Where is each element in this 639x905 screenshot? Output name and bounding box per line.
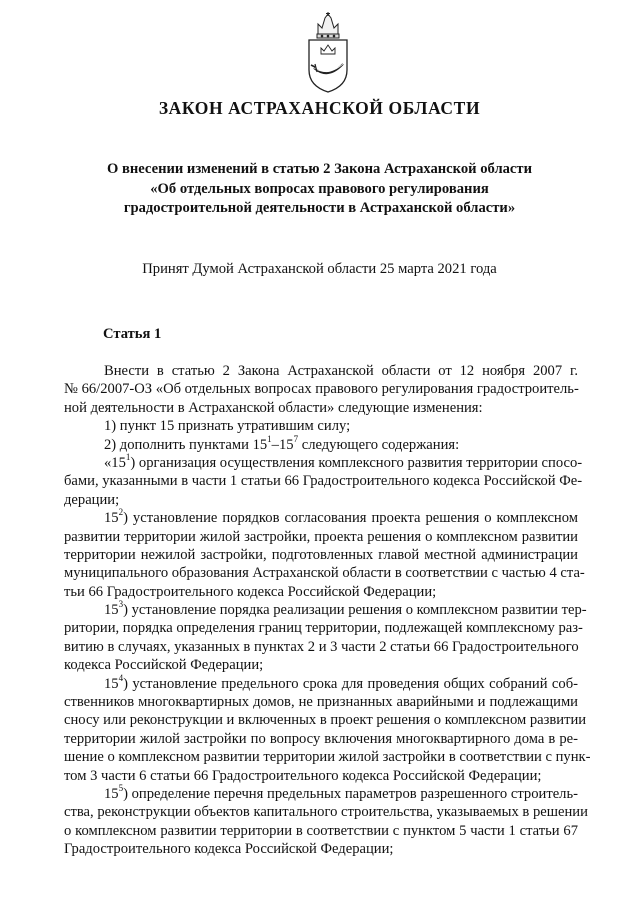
subject-line: градостроительной деятельности в Астраханской области» <box>123 200 516 216</box>
text-line: $15^4$) установление предельного срока для проведения общих собраний соб- <box>104 672 578 692</box>
text-line: территории нежилой застройки, подготовленных главой местной администрации <box>64 546 578 563</box>
article-heading: Статья 1 <box>103 326 162 342</box>
text-line: том 3 части 6 статьи 66 Градостроительного кодекса Российской Федерации; <box>64 767 542 784</box>
text-line: шение о комплексном развитии территории жилой застройки в соответствии с пунк- <box>64 749 591 766</box>
article-body <box>64 362 591 859</box>
text-line: кодекса Российской Федерации; <box>64 657 264 674</box>
text-line: о комплексном развитии территории в соответствии с пунктом 5 части 1 статьи 67 <box>64 822 578 839</box>
subject-line: «Об отдельных вопросах правового регулирования <box>150 180 489 197</box>
text-line: 2) дополнить пунктами $15^1-15^7$ следующего содержания: <box>104 433 460 453</box>
text-line: сносу или реконструкции и включенных в проект решения о комплексном развитии <box>64 712 587 729</box>
text-line: $15^2$) установление порядков согласования проекта решения о комплексном <box>104 507 578 527</box>
subject-line: О внесении изменений в статью 2 Закона Астраханской области <box>106 161 532 177</box>
text-line: ритории, порядка определения границ территории, подлежащей комплексному раз- <box>64 620 583 637</box>
text-line: Внести в статью 2 Закона Астраханской области от 12 ноября 2007 г. <box>104 363 578 379</box>
text-line: 1) пункт 15 признать утратившим силу; <box>104 418 351 435</box>
law-title: ЗАКОН АСТРАХАНСКОЙ ОБЛАСТИ <box>158 98 481 118</box>
text-line: тьи 66 Градостроительного кодекса Российской Федерации; <box>64 583 437 600</box>
text-line: дерации; <box>64 491 120 508</box>
adoption-date: Принят Думой Астраханской области 25 марта 2021 года <box>142 261 497 277</box>
law-subject <box>60 160 579 219</box>
text-line: витию в случаях, указанных в пунктах 2 и 3 части 2 статьи 66 Градостроительного <box>64 638 579 655</box>
text-line: ной деятельности в Астраханской области» следующие изменения: <box>64 399 483 416</box>
text-line: бами, указанными в части 1 статьи 66 Градостроительного кодекса Российской Фе- <box>64 473 583 490</box>
text-line: «$15^1$) организация осуществления комплексного развития территории спосо- <box>104 452 583 471</box>
text-line: Градостроительного кодекса Российской Федерации; <box>64 841 394 858</box>
text-line: муниципального образования Астраханской области в соответствии с частью 4 ста- <box>64 565 585 582</box>
astrakhan-coat-of-arms-icon <box>303 12 353 94</box>
text-line: $15^5$) определение перечня предельных параметров разрешенного строитель- <box>104 783 578 802</box>
text-line: $15^3$) установление порядка реализации решения о комплексном развитии тер- <box>104 599 587 619</box>
text-line: ства, реконструкции объектов капитального строительства, указываемых в решении <box>64 804 588 821</box>
text-line: № 66/2007-ОЗ «Об отдельных вопросах правового регулирования градостроитель- <box>64 381 579 398</box>
text-line: развитии территории жилой застройки, проекта решения о комплексном развитии <box>64 528 578 545</box>
text-line: ственников многоквартирных домов, не признанных аварийными и подлежащими <box>64 694 578 711</box>
text-line: территории жилой застройки по вопросу включения многоквартирного дома в ре- <box>64 730 578 747</box>
